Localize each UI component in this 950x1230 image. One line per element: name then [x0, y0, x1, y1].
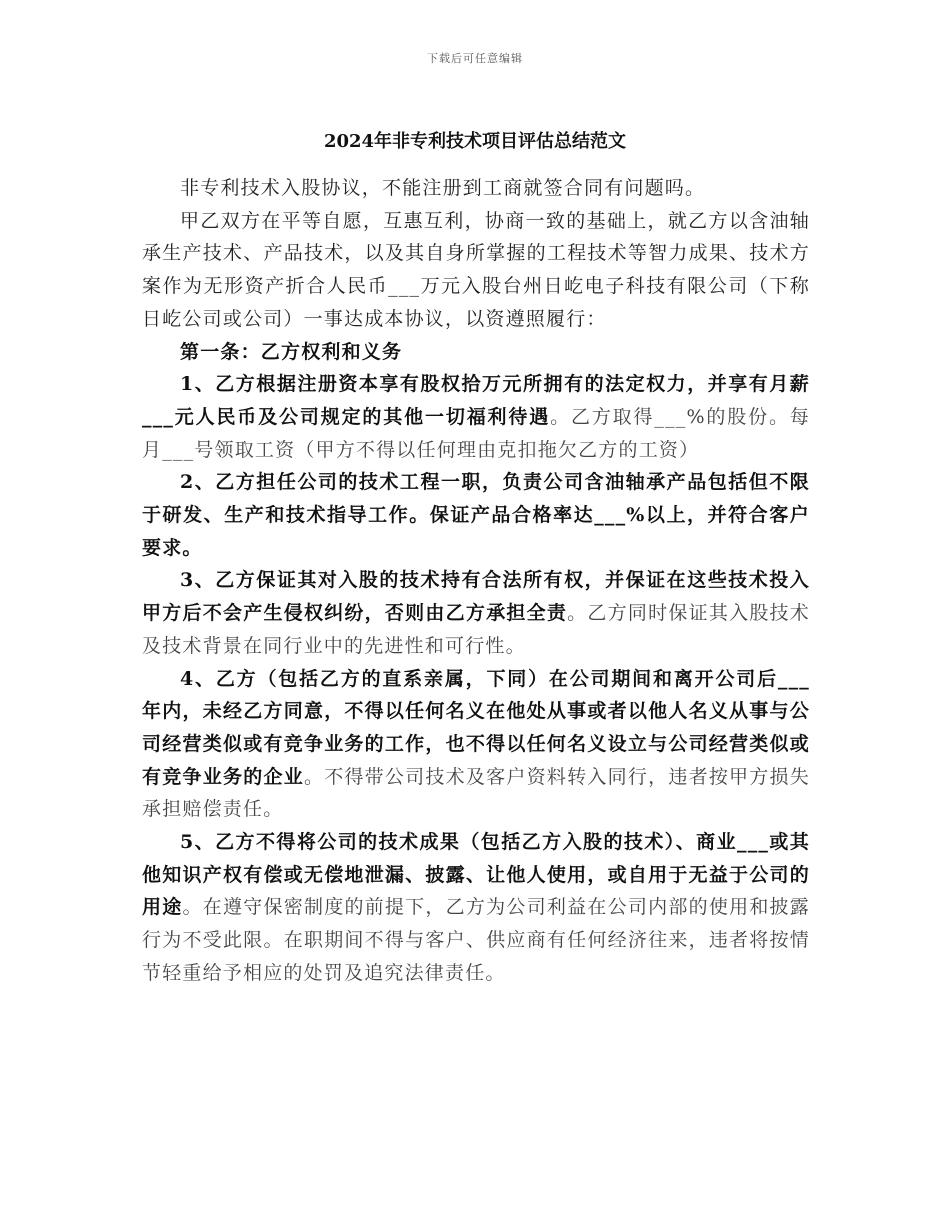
clause-3-text: 。乙方同时保证其入股技术及技术背景在同行业中的先进性和可行性。: [142, 602, 811, 657]
page-header-note: 下载后可任意编辑: [427, 52, 523, 65]
clause-5-text: 。在遵守保密制度的前提下，乙方为公司利益在公司内部的使用和披露行为不受此限。在职期间不得与客户、供应商有任何经济往来，违者将按情节轻重给予相应的处罚及追究法律责任。: [142, 896, 811, 984]
clause-2: [142, 466, 810, 564]
clause-3: [142, 564, 810, 662]
clause-4: [142, 663, 810, 827]
preamble-paragraph: 甲乙双方在平等自愿，互惠互利，协商一致的基础上，就乙方以含油轴承生产技术、产品技术，以及其自身所掌握的工程技术等智力成果、技术方案作为无形资产折合人民币___万元入股台州日屹电子科技有限公司（下称日屹公司或公司）一事达成本协议，以资遵照履行：: [142, 209, 810, 330]
clause-4-text: 。不得带公司技术及客户资料转入同行，违者按甲方损失承担赔偿责任。: [142, 765, 810, 821]
document-body: [142, 172, 810, 990]
clause-2-bold-text: 2、乙方担任公司的技术工程一职，负责公司含油轴承产品包括但不限于研发、生产和技术指导工作。保证产品合格率达___%以上，并符合客户要求。: [142, 471, 810, 559]
clause-1-bold-text: 1、乙方根据注册资本享有股权拾万元所拥有的法定权力，并享有月薪___元人民币及公司规定的其他一切福利待遇: [142, 373, 810, 428]
document-title: 2024年非专利技术项目评估总结范文: [323, 131, 627, 152]
article-1-heading: 第一条：乙方权利和义务: [180, 340, 403, 363]
intro-question: 非专利技术入股协议，不能注册到工商就签合同有问题吗。: [180, 177, 706, 199]
clause-1-text: 。乙方取得___%的股份。每月___号领取工资（甲方不得以任何理由克扣拖欠乙方的工资）: [142, 405, 810, 461]
clause-1: [142, 368, 810, 466]
clause-5-bold-text: 5、乙方不得将公司的技术成果（包括乙方入股的技术）、商业___或其他知识产权有偿或无偿地泄漏、披露、让他人使用，或自用于无益于公司的用途: [142, 831, 810, 919]
clause-4-bold-text: 4、乙方（包括乙方的直系亲属，下同）在公司期间和离开公司后___年内，未经乙方同意，不得以任何名义在他处从事或者以他人名义从事与公司经营类似或有竞争业务的工作，也不得以任何名义设立与公司经营类似或有竞争业务的企业: [142, 667, 810, 788]
clause-3-bold-text: 3、乙方保证其对入股的技术持有合法所有权，并保证在这些技术投入甲方后不会产生侵权纠纷，否则由乙方承担全责: [142, 569, 810, 625]
clause-5: [142, 826, 810, 990]
